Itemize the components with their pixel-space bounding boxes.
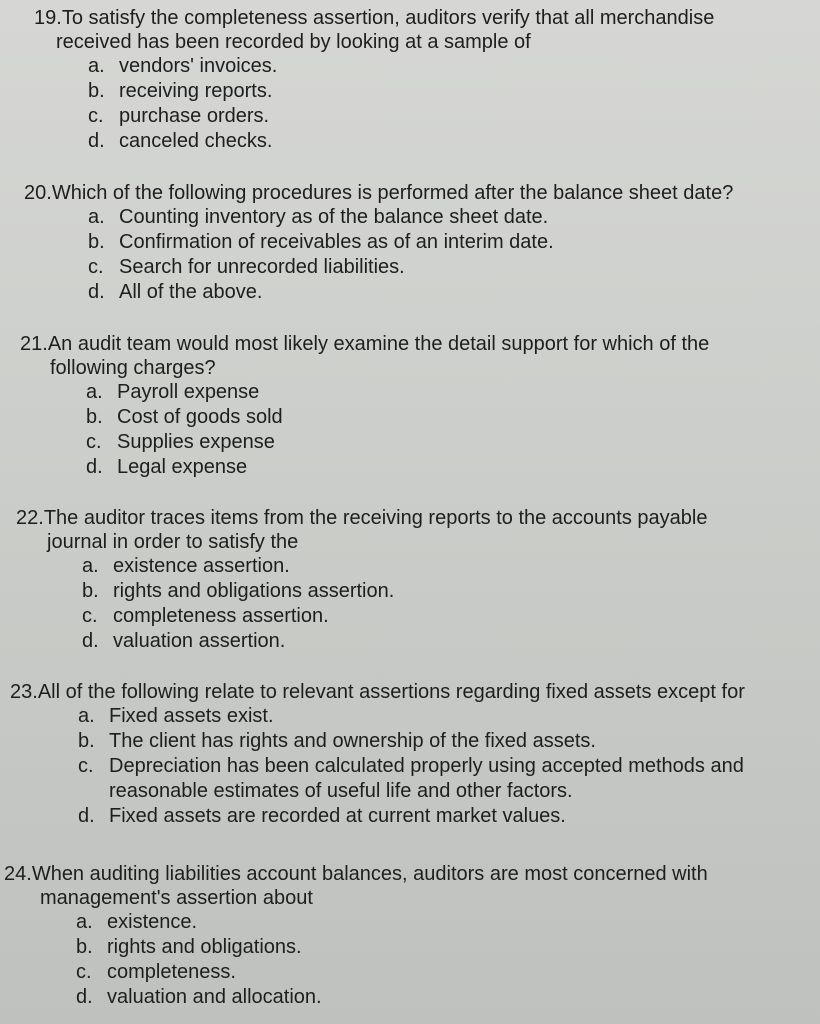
option-letter: c. <box>78 755 94 777</box>
option-text: rights and obligations. <box>107 936 302 958</box>
option-letter: b. <box>78 730 95 752</box>
option-d <box>82 629 796 654</box>
option-text: purchase orders. <box>119 105 270 127</box>
question-number: 21. <box>20 333 48 355</box>
option-text: valuation assertion. <box>113 630 286 652</box>
option-a <box>78 704 816 729</box>
option-letter: b. <box>76 936 93 958</box>
option-text: Cost of goods sold <box>117 406 283 428</box>
option-c <box>88 255 804 280</box>
question-text-line-1: To satisfy the completeness assertion, auditors verify that all merchandise <box>61 7 715 29</box>
option-letter: a. <box>82 555 99 577</box>
option-a <box>88 205 804 230</box>
option-letter: c. <box>88 256 104 278</box>
option-text: canceled checks. <box>119 130 273 152</box>
question-number: 19. <box>34 7 62 29</box>
option-text: existence. <box>107 911 198 933</box>
question-stem <box>24 181 804 205</box>
option-text: Confirmation of receivables as of an interim date. <box>119 231 554 253</box>
answer-options <box>82 554 796 654</box>
answer-options <box>88 54 794 154</box>
option-text: valuation and allocation. <box>107 986 322 1008</box>
option-text: completeness assertion. <box>113 605 329 627</box>
option-c <box>82 604 796 629</box>
option-d <box>86 455 800 480</box>
option-letter: c. <box>82 605 98 627</box>
option-letter: b. <box>82 580 99 602</box>
question-text-line-1: An audit team would most likely examine the detail support for which of the <box>47 333 710 355</box>
option-text: rights and obligations assertion. <box>113 580 395 602</box>
option-a <box>88 54 794 79</box>
question-stem <box>34 6 794 54</box>
option-b <box>82 579 796 604</box>
option-a <box>76 910 804 935</box>
option-text: Depreciation has been calculated properly using accepted methods and reasonable estimates of useful life and other factors. <box>109 755 744 802</box>
option-b <box>76 935 804 960</box>
option-letter: c. <box>88 105 104 127</box>
option-b <box>86 405 800 430</box>
option-text: The client has rights and ownership of the fixed assets. <box>109 730 596 752</box>
option-c <box>76 960 804 985</box>
option-letter: a. <box>88 55 105 77</box>
option-text: completeness. <box>107 961 236 983</box>
question-number: 24. <box>4 863 32 885</box>
question-text-line-1: The auditor traces items from the receiving reports to the accounts payable <box>43 507 708 529</box>
question-24 <box>4 862 804 1010</box>
option-text: vendors' invoices. <box>119 55 278 77</box>
option-letter: d. <box>76 986 93 1008</box>
option-letter: a. <box>76 911 93 933</box>
question-number: 22. <box>16 507 44 529</box>
option-letter: b. <box>88 231 105 253</box>
option-letter: c. <box>76 961 92 983</box>
option-letter: c. <box>86 431 102 453</box>
option-text: All of the above. <box>119 281 263 303</box>
question-text-line-2: management's assertion about <box>40 887 313 909</box>
answer-options <box>86 380 800 480</box>
option-c <box>86 430 800 455</box>
option-text: Legal expense <box>117 456 248 478</box>
answer-options <box>78 704 816 829</box>
question-stem <box>10 680 816 704</box>
option-letter: d. <box>86 456 103 478</box>
question-22 <box>16 506 796 654</box>
option-letter: d. <box>88 281 105 303</box>
question-text-line-1: Which of the following procedures is performed after the balance sheet date? <box>51 182 734 204</box>
option-letter: d. <box>82 630 99 652</box>
question-23 <box>10 680 816 829</box>
answer-options <box>76 910 804 1010</box>
option-b <box>88 79 794 104</box>
option-text: Fixed assets are recorded at current market values. <box>109 805 566 827</box>
option-letter: a. <box>88 206 105 228</box>
option-b <box>78 729 816 754</box>
option-letter: a. <box>78 705 95 727</box>
question-19 <box>34 6 794 154</box>
option-letter: b. <box>86 406 103 428</box>
question-stem <box>4 862 804 910</box>
option-text: receiving reports. <box>119 80 273 102</box>
option-c <box>78 754 816 804</box>
option-letter: a. <box>86 381 103 403</box>
option-text: Supplies expense <box>117 431 275 453</box>
option-b <box>88 230 804 255</box>
option-letter: d. <box>88 130 105 152</box>
question-stem <box>16 506 796 554</box>
question-number: 23. <box>10 681 38 703</box>
option-a <box>86 380 800 405</box>
option-a <box>82 554 796 579</box>
option-text: Search for unrecorded liabilities. <box>119 256 405 278</box>
question-text-line-2: journal in order to satisfy the <box>47 531 299 553</box>
question-text-line-1: All of the following relate to relevant assertions regarding fixed assets except for <box>37 681 745 703</box>
option-d <box>76 985 804 1010</box>
option-text: Payroll expense <box>117 381 260 403</box>
question-stem <box>20 332 800 380</box>
question-number: 20. <box>24 182 52 204</box>
question-20 <box>24 181 804 305</box>
answer-options <box>88 205 804 305</box>
question-text-line-2: received has been recorded by looking at a sample of <box>56 31 531 53</box>
option-text: existence assertion. <box>113 555 290 577</box>
question-text-line-1: When auditing liabilities account balances, auditors are most concerned with <box>31 863 708 885</box>
option-letter: b. <box>88 80 105 102</box>
question-text-line-2: following charges? <box>50 357 216 379</box>
option-d <box>88 129 794 154</box>
option-text: Fixed assets exist. <box>109 705 274 727</box>
option-c <box>88 104 794 129</box>
option-d <box>88 280 804 305</box>
option-d <box>78 804 816 829</box>
option-text: Counting inventory as of the balance sheet date. <box>119 206 549 228</box>
option-letter: d. <box>78 805 95 827</box>
question-21 <box>20 332 800 480</box>
